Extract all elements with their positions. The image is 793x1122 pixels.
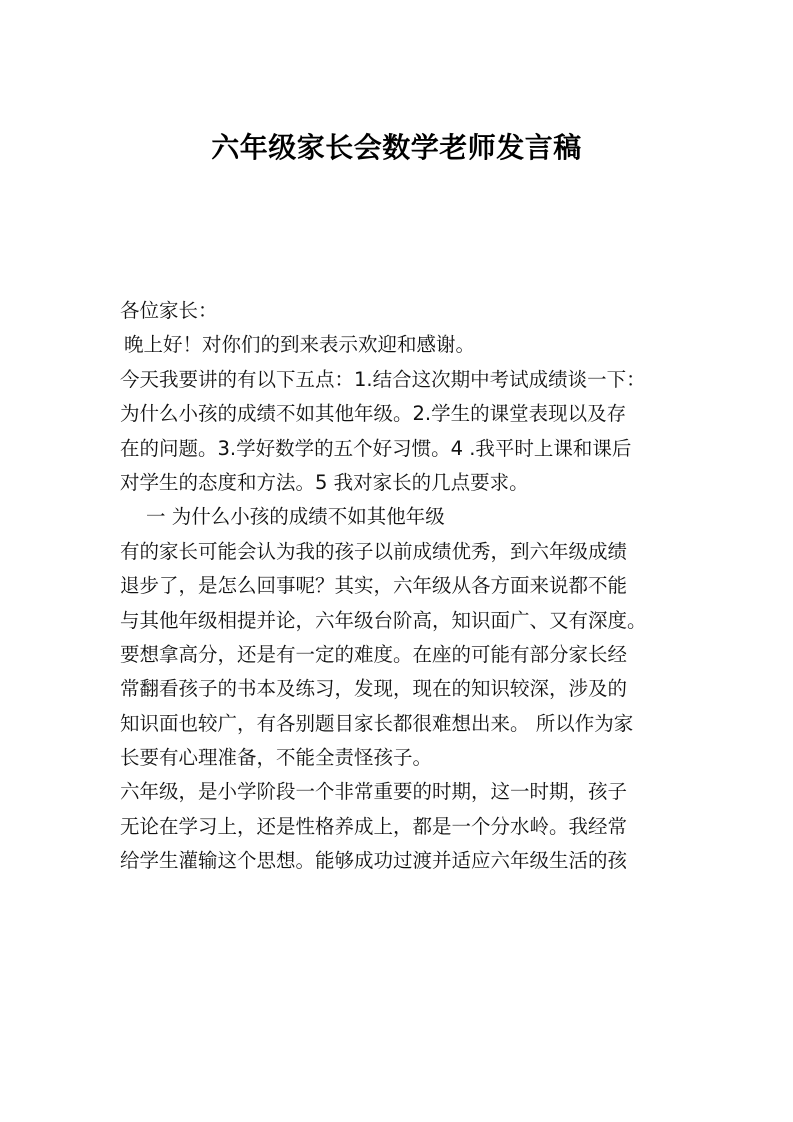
paragraph-line: 六年级，是小学阶段一个非常重要的时期，这一时期，孩子 bbox=[120, 780, 628, 804]
paragraph-line: 今天我要讲的有以下五点：1.结合这次期中考试成绩谈一下： bbox=[120, 367, 646, 391]
paragraph-line: 退步了，是怎么回事呢？其实，六年级从各方面来说都不能 bbox=[120, 574, 628, 598]
paragraph-line: 常翻看孩子的书本及练习，发现，现在的知识较深，涉及的 bbox=[120, 677, 628, 701]
paragraph-line: 在的问题。3.学好数学的五个好习惯。4 .我平时上课和课后 bbox=[120, 436, 632, 460]
paragraph-line: 知识面也较广，有各别题目家长都很难想出来。 所以作为家 bbox=[120, 711, 634, 735]
paragraph-line: 要想拿高分，还是有一定的难度。在座的可能有部分家长经 bbox=[120, 642, 628, 666]
document-body bbox=[120, 294, 700, 879]
paragraph-line: 给学生灌输这个思想。能够成功过渡并适应六年级生活的孩 bbox=[120, 849, 628, 873]
document-title: 六年级家长会数学老师发言稿 bbox=[211, 131, 582, 164]
paragraph-line: 长要有心理准备，不能全责怪孩子。 bbox=[120, 746, 433, 770]
section-heading: 一 为什么小孩的成绩不如其他年级 bbox=[146, 505, 445, 529]
paragraph-line: 无论在学习上，还是性格养成上，都是一个分水岭。我经常 bbox=[120, 814, 628, 838]
salutation: 各位家长： bbox=[120, 299, 218, 322]
paragraph-line: 对学生的态度和方法。5 我对家长的几点要求。 bbox=[120, 470, 529, 494]
paragraph-line: 为什么小孩的成绩不如其他年级。2.学生的课堂表现以及存 bbox=[120, 402, 627, 426]
greeting-line: 晚上好！对你们的到来表示欢迎和感谢。 bbox=[124, 333, 476, 357]
paragraph-line: 与其他年级相提并论，六年级台阶高，知识面广、又有深度。 bbox=[120, 608, 647, 632]
paragraph-line: 有的家长可能会认为我的孩子以前成绩优秀，到六年级成绩 bbox=[120, 539, 628, 563]
